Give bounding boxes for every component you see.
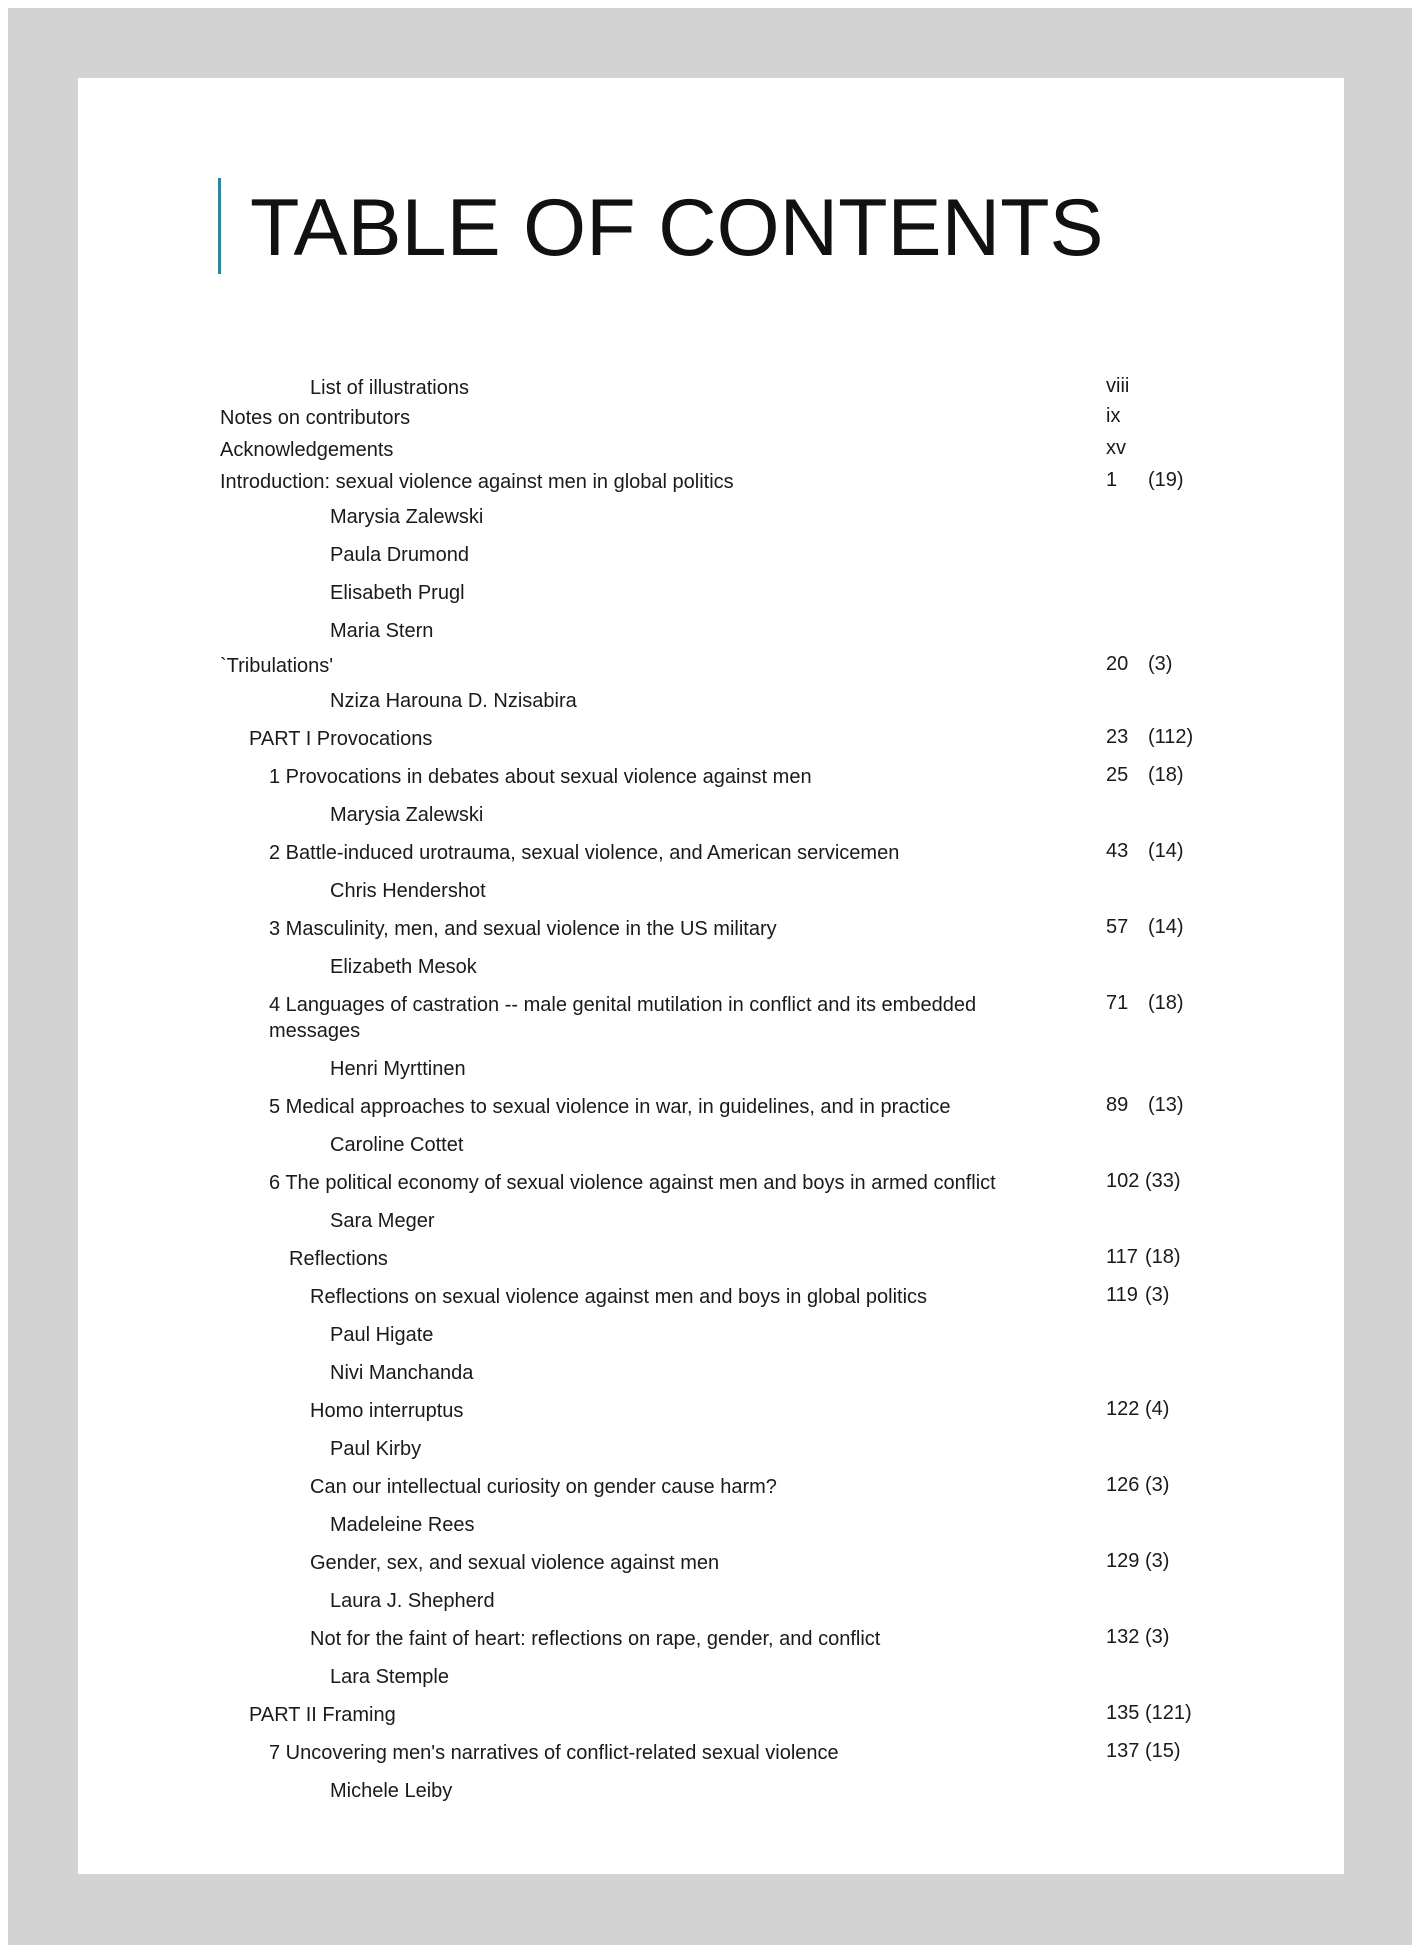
toc-entry-page: 25	[1106, 764, 1129, 786]
toc-entry-length: (4)	[1145, 1398, 1170, 1420]
toc-entry-length: (18)	[1148, 992, 1184, 1014]
toc-entry-length: (15)	[1145, 1740, 1181, 1762]
toc-entry-title: 2 Battle-induced urotrauma, sexual violence, and American servicemen	[269, 842, 900, 864]
toc-entry-length: (14)	[1148, 840, 1184, 862]
toc-entry-page: 137	[1106, 1740, 1140, 1762]
toc-author-name: Marysia Zalewski	[330, 804, 484, 826]
toc-author-name: Elisabeth Prugl	[330, 582, 465, 604]
toc-entry-page: 119	[1106, 1284, 1138, 1306]
toc-author-name: Paul Higate	[330, 1324, 434, 1346]
toc-entry-title: 6 The political economy of sexual violence against men and boys in armed conflict	[269, 1172, 996, 1194]
toc-entry-page: 20	[1106, 653, 1129, 675]
toc-author-name: Paul Kirby	[330, 1438, 422, 1460]
toc-entry-page: 102	[1106, 1170, 1140, 1192]
toc-entry-length: (112)	[1148, 726, 1194, 748]
toc-entry-title: Homo interruptus	[310, 1400, 464, 1422]
toc-author-name: Marysia Zalewski	[330, 506, 484, 528]
toc-entry-page: xv	[1106, 437, 1126, 459]
toc-author-name: Madeleine Rees	[330, 1514, 475, 1536]
toc-author-name: Chris Hendershot	[330, 880, 486, 902]
toc-author-name: Henri Myrttinen	[330, 1058, 466, 1080]
toc-entry-title: Gender, sex, and sexual violence against men	[310, 1552, 720, 1574]
toc-author-name: Laura J. Shepherd	[330, 1590, 495, 1612]
toc-entry-page: 71	[1106, 992, 1129, 1014]
toc-entry-title: PART I Provocations	[249, 728, 433, 750]
toc-entry-length: (3)	[1145, 1626, 1170, 1648]
document-page	[78, 78, 1344, 1874]
toc-author-name: Michele Leiby	[330, 1780, 453, 1802]
toc-entry-length: (3)	[1148, 653, 1173, 675]
toc-author-name: Caroline Cottet	[330, 1134, 464, 1156]
toc-entry-title: Notes on contributors	[220, 407, 411, 429]
toc-entry-length: (14)	[1148, 916, 1184, 938]
toc-entry-length: (33)	[1145, 1170, 1181, 1192]
toc-entry-length: (19)	[1148, 469, 1184, 491]
toc-entry-title: 4 Languages of castration -- male genital mutilation in conflict and its embedded messages	[269, 994, 977, 1042]
toc-entry-page: 23	[1106, 726, 1129, 748]
toc-author-name: Lara Stemple	[330, 1666, 449, 1688]
toc-entry-title: 3 Masculinity, men, and sexual violence in the US military	[269, 918, 777, 940]
toc-entry-page: 132	[1106, 1626, 1140, 1648]
toc-entry-title: PART II Framing	[249, 1704, 396, 1726]
toc-entry-title: List of illustrations	[310, 377, 469, 399]
toc-author-name: Elizabeth Mesok	[330, 956, 477, 978]
toc-entry-length: (3)	[1145, 1474, 1170, 1496]
toc-entry-title: 5 Medical approaches to sexual violence in war, in guidelines, and in practice	[269, 1096, 951, 1118]
toc-entry-title: Reflections on sexual violence against men and boys in global politics	[310, 1286, 928, 1308]
toc-entry-page: ix	[1106, 405, 1121, 427]
toc-entry-title: Reflections	[289, 1248, 388, 1270]
toc-entry-page: 89	[1106, 1094, 1129, 1116]
toc-entry-title: 7 Uncovering men's narratives of conflict-related sexual violence	[269, 1742, 839, 1764]
toc-entry-title: Introduction: sexual violence against men in global politics	[220, 471, 734, 493]
toc-entry-length: (18)	[1145, 1246, 1181, 1268]
toc-entry-length: (18)	[1148, 764, 1184, 786]
toc-entry-title: 1 Provocations in debates about sexual violence against men	[269, 766, 812, 788]
toc-entry-length: (3)	[1145, 1550, 1170, 1572]
page-title: TABLE OF CONTENTS	[250, 183, 1104, 273]
toc-entry-page: 43	[1106, 840, 1129, 862]
toc-entry-page: 57	[1106, 916, 1129, 938]
toc-entry-page: 122	[1106, 1398, 1140, 1420]
toc-author-name: Sara Meger	[330, 1210, 435, 1232]
toc-entry-length: (13)	[1148, 1094, 1184, 1116]
toc-author-name: Nziza Harouna D. Nzisabira	[330, 690, 577, 712]
toc-entry-title: Acknowledgements	[220, 439, 394, 461]
toc-author-name: Nivi Manchanda	[330, 1362, 474, 1384]
toc-entry-page: viii	[1106, 375, 1130, 397]
toc-entry-length: (121)	[1145, 1702, 1192, 1724]
toc-entry-title: Can our intellectual curiosity on gender cause harm?	[310, 1476, 777, 1498]
toc-entry-page: 129	[1106, 1550, 1140, 1572]
toc-entry-length: (3)	[1145, 1284, 1170, 1306]
toc-entry-page: 135	[1106, 1702, 1140, 1724]
table-of-contents	[78, 78, 1344, 1874]
toc-entry-page: 126	[1106, 1474, 1140, 1496]
toc-entry-title: Not for the faint of heart: reflections on rape, gender, and conflict	[310, 1628, 881, 1650]
toc-entry-page: 1	[1106, 469, 1118, 491]
toc-author-name: Paula Drumond	[330, 544, 469, 566]
toc-entry-page: 117	[1106, 1246, 1138, 1268]
toc-entry-title: `Tribulations'	[220, 655, 334, 677]
page-background	[8, 8, 1412, 1945]
toc-author-name: Maria Stern	[330, 620, 434, 642]
